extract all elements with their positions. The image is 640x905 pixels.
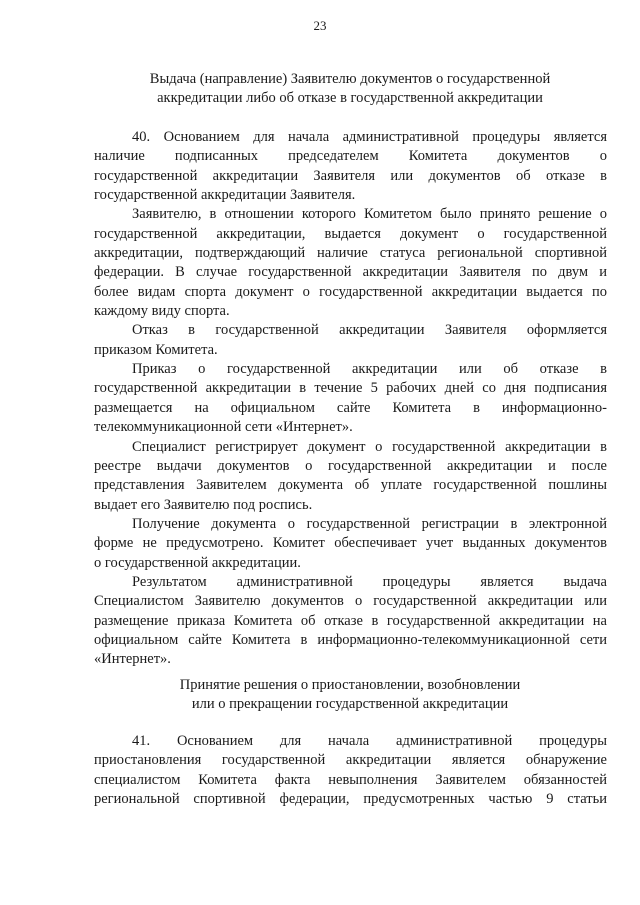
text-line: региональной спортивной федерации, предусмотренных частью 9 статьи bbox=[94, 791, 607, 808]
text-line: Специалистом Заявителю документов о государственной аккредитации или bbox=[94, 593, 607, 610]
text-line: 41. Основанием для начала административной процедуры bbox=[132, 733, 607, 749]
heading-line: или о прекращении государственной аккредитации bbox=[191, 696, 509, 712]
text-line: Получение документа о государственной регистрации в электронной bbox=[132, 515, 607, 532]
text-line: официальном сайте Комитета в информационно-телекоммуникационной сети bbox=[94, 631, 607, 648]
text-line: размещается на официальном сайте Комитета в информационно- bbox=[94, 399, 607, 416]
heading-line: Выдача (направление) Заявителю документов о государственной bbox=[149, 71, 551, 87]
text-line: выдает его Заявителю под роспись. bbox=[94, 496, 313, 513]
paragraph-electronic-form bbox=[94, 515, 607, 573]
text-line: более видам спорта документ о государственной аккредитации выдается по bbox=[94, 283, 607, 300]
text-line: размещение приказа Комитета об отказе в государственной аккредитации на bbox=[94, 612, 607, 629]
text-line: реестре выдачи документов о государственной аккредитации и после bbox=[94, 457, 607, 474]
page-number: 23 bbox=[313, 18, 327, 33]
text-line: 40. Основанием для начала административной процедуры является bbox=[132, 129, 607, 145]
text-line: телекоммуникационной сети «Интернет». bbox=[94, 419, 353, 436]
section-body-suspension bbox=[94, 732, 607, 809]
paragraph-result bbox=[94, 573, 607, 670]
text-line: «Интернет». bbox=[94, 651, 171, 668]
paragraph-issue-document bbox=[94, 205, 607, 321]
heading-line: аккредитации либо об отказе в государственной аккредитации bbox=[157, 90, 543, 106]
text-line: каждому виду спорта. bbox=[94, 303, 230, 320]
paragraph-41-basis bbox=[94, 732, 607, 809]
text-line: государственной аккредитации Заявителя. bbox=[94, 187, 356, 204]
text-line: Специалист регистрирует документ о государственной аккредитации в bbox=[132, 438, 607, 455]
text-line: форме не предусмотрено. Комитет обеспечивает учет выданных документов bbox=[94, 535, 607, 552]
text-line: федерации. В случае государственной аккредитации Заявителя по двум и bbox=[94, 264, 607, 281]
text-line: государственной аккредитации Заявителя или документов об отказе в bbox=[94, 167, 607, 184]
text-line: специалистом Комитета факта невыполнения Заявителем обязанностей bbox=[94, 771, 607, 788]
paragraph-refusal-order bbox=[94, 321, 607, 360]
text-line: приостановления государственной аккредитации является обнаружение bbox=[94, 752, 607, 769]
text-line: Отказ в государственной аккредитации Заявителя оформляется bbox=[132, 322, 607, 339]
text-line: аккредитации, подтверждающий наличие статуса региональной спортивной bbox=[94, 245, 607, 262]
heading-line: Принятие решения о приостановлении, возобновлении bbox=[179, 677, 521, 693]
text-line: Заявителю, в отношении которого Комитетом было принято решение о bbox=[132, 206, 607, 223]
text-line: Результатом административной процедуры является выдача bbox=[132, 573, 607, 590]
paragraph-registry bbox=[94, 438, 607, 515]
text-line: приказом Комитета. bbox=[94, 341, 218, 358]
text-line: Приказ о государственной аккредитации или об отказе в bbox=[132, 361, 607, 378]
paragraph-order-publication bbox=[94, 360, 607, 437]
text-line: государственной аккредитации в течение 5 рабочих дней со дня подписания bbox=[94, 380, 607, 397]
text-line: о государственной аккредитации. bbox=[94, 554, 301, 571]
text-line: представления Заявителем документа об уплате государственной пошлины bbox=[94, 477, 607, 494]
section-heading-issuance bbox=[90, 70, 610, 108]
section-body-issuance bbox=[94, 128, 607, 670]
text-line: наличие подписанных председателем Комитета документов о bbox=[94, 148, 607, 165]
paragraph-40-basis bbox=[94, 128, 607, 205]
section-heading-suspension bbox=[90, 676, 610, 714]
text-line: государственной аккредитации, выдается документ о государственной bbox=[94, 225, 607, 242]
